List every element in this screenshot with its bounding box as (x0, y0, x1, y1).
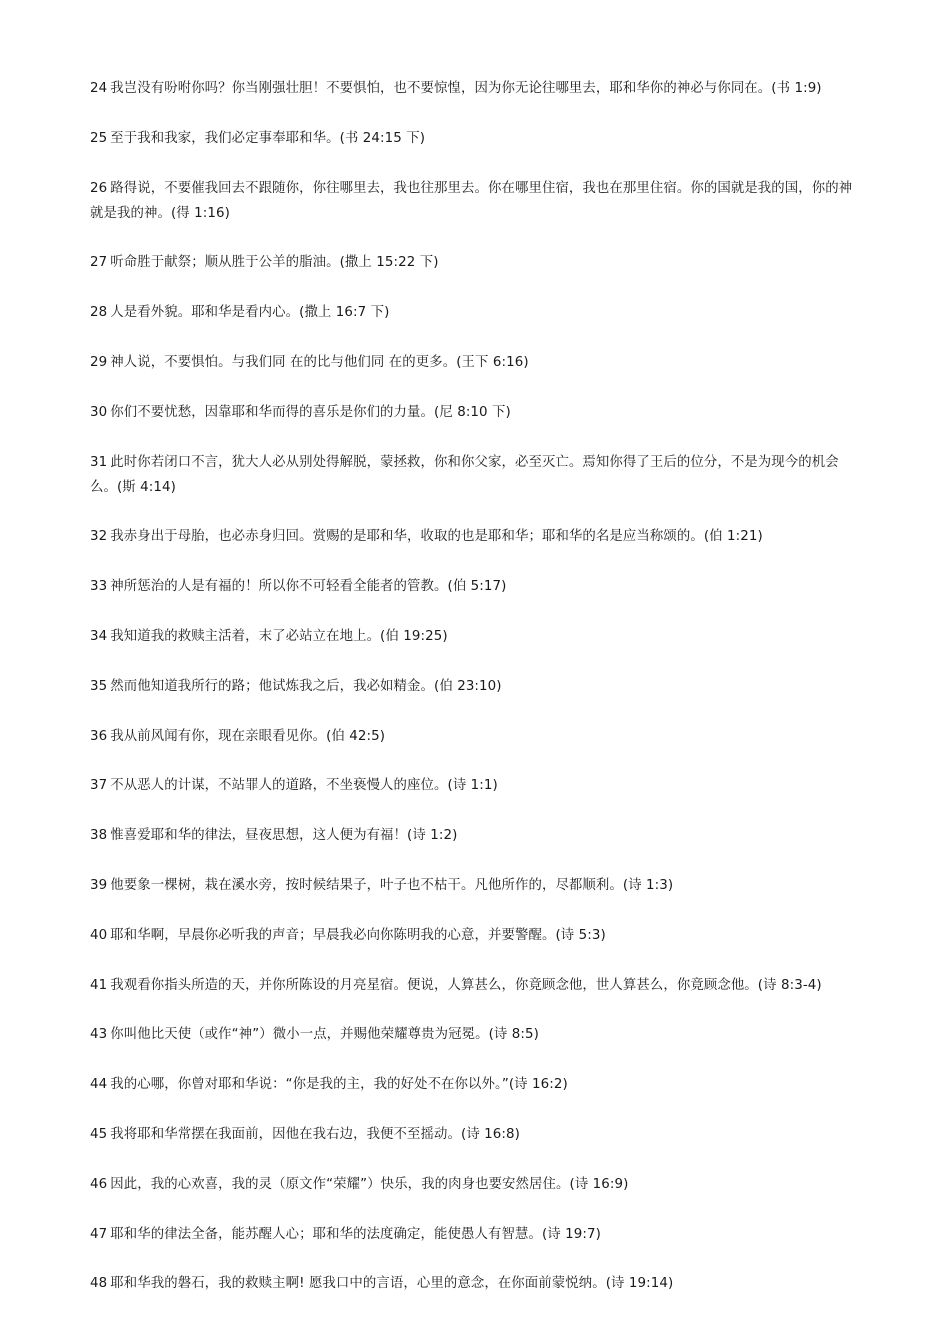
verse-text: 然而他知道我所行的路；他试炼我之后，我必如精金。(伯 23:10) (110, 678, 502, 694)
verse-number: 45 (90, 1126, 108, 1142)
verse-45 (90, 1122, 862, 1147)
document-page (90, 76, 862, 1321)
verse-38 (90, 823, 862, 848)
verse-text: 路得说，不要催我回去不跟随你，你往哪里去，我也往那里去。你在哪里住宿，我也在那里住宿。你的国就是我的国，你的神就是我的神。(得 1:16) (90, 180, 853, 221)
verse-text: 惟喜爱耶和华的律法，昼夜思想，这人便为有福！(诗 1:2) (110, 828, 458, 844)
verse-48 (90, 1271, 862, 1296)
verse-number: 29 (90, 354, 108, 370)
verse-number: 48 (90, 1276, 108, 1292)
verse-number: 30 (90, 404, 108, 420)
verse-25 (90, 126, 862, 151)
verse-30 (90, 400, 862, 425)
verse-text: 我从前风闻有你，现在亲眼看见你。(伯 42:5) (110, 728, 386, 744)
verse-34 (90, 624, 862, 649)
verse-31 (90, 450, 862, 500)
verse-number: 46 (90, 1176, 108, 1192)
verse-36 (90, 724, 862, 749)
verse-text: 你叫他比天使（或作“神”）微小一点，并赐他荣耀尊贵为冠冕。(诗 8:5) (110, 1027, 539, 1043)
verse-text: 我观看你指头所造的天，并你所陈设的月亮星宿。便说，人算甚么，你竟顾念他，世人算甚么，你竟顾念他。(诗 8:3-4) (110, 977, 822, 993)
verse-text: 听命胜于献祭；顺从胜于公羊的脂油。(撒上 15:22 下) (110, 255, 439, 271)
verse-26 (90, 176, 862, 226)
verse-text: 你们不要忧愁，因靠耶和华而得的喜乐是你们的力量。(尼 8:10 下) (110, 404, 511, 420)
verse-number: 43 (90, 1027, 108, 1043)
verse-39 (90, 873, 862, 898)
verse-text: 我岂没有吩咐你吗？你当刚强壮胆！不要惧怕，也不要惊惶，因为你无论往哪里去，耶和华你的神必与你同在。(书 1:9) (110, 81, 822, 96)
verse-number: 38 (90, 828, 108, 844)
verse-24 (90, 76, 862, 101)
verse-number: 44 (90, 1077, 108, 1093)
verse-text: 因此，我的心欢喜，我的灵（原文作“荣耀”）快乐，我的肉身也要安然居住。(诗 16:9) (110, 1176, 629, 1192)
verse-number: 34 (90, 628, 108, 644)
verse-number: 27 (90, 255, 108, 271)
verse-37 (90, 773, 862, 798)
verse-text: 耶和华啊，早晨你必听我的声音；早晨我必向你陈明我的心意，并要警醒。(诗 5:3) (110, 927, 606, 943)
verse-number: 28 (90, 305, 108, 321)
verse-text: 我的心哪，你曾对耶和华说：“你是我的主，我的好处不在你以外。”(诗 16:2) (110, 1077, 568, 1093)
verse-32 (90, 524, 862, 549)
verse-number: 33 (90, 579, 108, 595)
verse-number: 47 (90, 1226, 108, 1242)
verse-text: 我赤身出于母胎，也必赤身归回。赏赐的是耶和华，收取的也是耶和华；耶和华的名是应当称颂的。(伯 1:21) (110, 529, 763, 545)
verse-text: 我知道我的救赎主活着，末了必站立在地上。(伯 19:25) (110, 628, 448, 644)
verse-number: 35 (90, 678, 108, 694)
verse-43 (90, 1022, 862, 1047)
verse-number: 37 (90, 778, 108, 794)
verse-29 (90, 350, 862, 375)
verse-text: 人是看外貌。耶和华是看内心。(撒上 16:7 下) (110, 305, 390, 321)
verse-number: 32 (90, 529, 108, 545)
verse-text: 神人说，不要惧怕。与我们同 在的比与他们同 在的更多。(王下 6:16) (110, 354, 529, 370)
verse-number: 39 (90, 877, 108, 893)
verse-text: 我将耶和华常摆在我面前，因他在我右边，我便不至摇动。(诗 16:8) (110, 1126, 520, 1142)
verse-number: 40 (90, 927, 108, 943)
verse-number: 24 (90, 81, 108, 96)
verse-text: 神所惩治的人是有福的！所以你不可轻看全能者的管教。(伯 5:17) (110, 579, 507, 595)
verse-41 (90, 973, 862, 998)
verse-number: 36 (90, 728, 108, 744)
verse-33 (90, 574, 862, 599)
verse-46 (90, 1172, 862, 1197)
verse-35 (90, 674, 862, 699)
verse-text: 此时你若闭口不言，犹大人必从别处得解脱，蒙拯救，你和你父家，必至灭亡。焉知你得了王后的位分，不是为现今的机会么。(斯 4:14) (90, 454, 839, 495)
verse-number: 41 (90, 977, 108, 993)
verse-text: 耶和华我的磐石，我的救赎主啊! 愿我口中的言语，心里的意念，在你面前蒙悦纳。(诗 19:14) (110, 1276, 674, 1292)
verse-text: 至于我和我家，我们必定事奉耶和华。(书 24:15 下) (110, 130, 426, 146)
verse-number: 25 (90, 130, 108, 146)
verse-text: 他要象一棵树，栽在溪水旁，按时候结果子，叶子也不枯干。凡他所作的，尽都顺利。(诗 1:3) (110, 877, 674, 893)
verse-text: 不从恶人的计谋，不站罪人的道路，不坐亵慢人的座位。(诗 1:1) (110, 778, 498, 794)
verse-number: 31 (90, 454, 108, 470)
verse-44 (90, 1072, 862, 1097)
verse-text: 耶和华的律法全备，能苏醒人心；耶和华的法度确定，能使愚人有智慧。(诗 19:7) (110, 1226, 601, 1242)
verse-40 (90, 923, 862, 948)
verse-27 (90, 250, 862, 275)
verse-47 (90, 1222, 862, 1247)
verse-28 (90, 300, 862, 325)
verse-number: 26 (90, 180, 108, 196)
